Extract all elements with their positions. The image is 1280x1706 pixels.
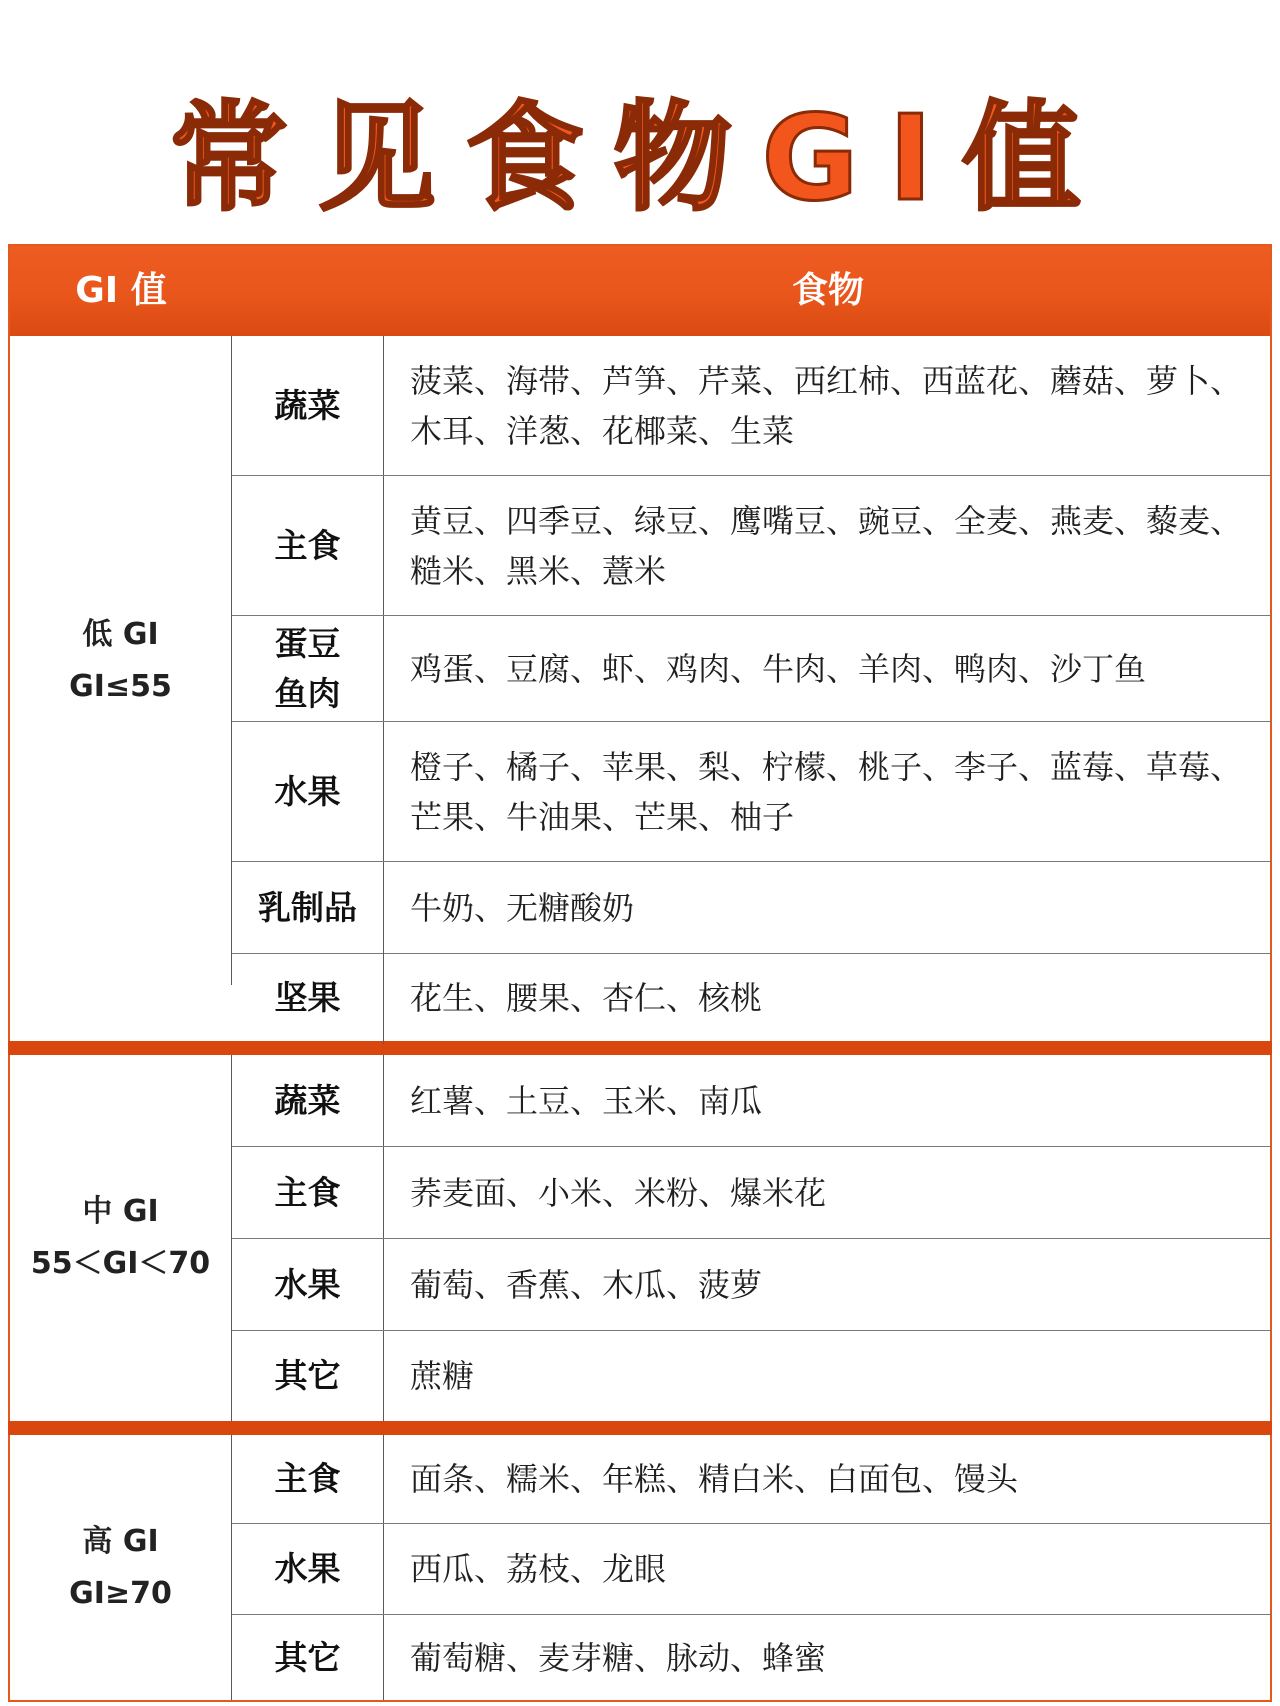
category-cell: 乳制品 [232,862,384,953]
category-cell: 主食 [232,1435,384,1523]
foods-cell [384,1615,1272,1700]
category-cell: 其它 [232,1331,384,1421]
gi-level-cell [10,336,232,985]
foods-text: 橙子、橘子、苹果、梨、柠檬、桃子、李子、蓝莓、草莓、芒果、牛油果、芒果、柚子 [410,747,1243,836]
gi-range-label: GI≥70 [69,1575,172,1611]
foods-cell [384,1331,1272,1421]
category-cell: 水果 [232,722,384,861]
gi-level-label: 中 GI [82,1194,159,1229]
category-cell: 主食 [232,476,384,615]
table-row [232,336,1272,476]
category-cell: 蛋豆鱼肉 [232,616,384,721]
foods-text: 红薯、土豆、玉米、南瓜 [410,1081,763,1120]
gi-level-cell [10,1435,232,1700]
foods-text: 荞麦面、小米、米粉、爆米花 [410,1173,827,1212]
table-row [232,1147,1272,1239]
table-row [232,1524,1272,1615]
gi-level-label: 低 GI [82,616,159,652]
foods-text: 葡萄、香蕉、木瓜、菠萝 [410,1265,763,1304]
foods-cell [384,952,1272,1044]
low-gi-group [10,336,1270,985]
category-cell: 水果 [232,1239,384,1330]
table-row [232,616,1272,722]
gi-range-label: 55＜GI＜70 [30,1246,211,1281]
gi-range-label: GI≤55 [69,668,172,704]
table-header [10,246,1270,336]
foods-cell [384,722,1272,861]
foods-text: 黄豆、四季豆、绿豆、鹰嘴豆、豌豆、全麦、燕麦、藜麦、糙米、黑米、薏米 [410,501,1243,590]
table-row [232,1239,1272,1331]
category-cell: 主食 [232,1147,384,1238]
foods-text: 牛奶、无糖酸奶 [410,888,635,927]
foods-text: 西瓜、荔枝、龙眼 [410,1550,667,1588]
foods-text: 鸡蛋、豆腐、虾、鸡肉、牛肉、羊肉、鸭肉、沙丁鱼 [410,649,1147,688]
table-row [232,722,1272,862]
foods-cell [384,476,1272,615]
foods-text: 菠菜、海带、芦笋、芹菜、西红柿、西蓝花、蘑菇、萝卜、木耳、洋葱、花椰菜、生菜 [410,361,1243,450]
category-cell: 其它 [232,1615,384,1700]
foods-cell [384,616,1272,721]
foods-cell [384,1147,1272,1238]
low-gi-last-row-wrapper [10,952,1270,1044]
table-row [232,1615,1272,1700]
table-row [232,1055,1272,1147]
foods-cell [384,1055,1272,1146]
category-cell: 蔬菜 [232,336,384,475]
table-row [232,1435,1272,1524]
foods-cell [384,862,1272,953]
table-row [232,862,1272,954]
foods-cell [384,336,1272,475]
category-cell: 坚果 [232,952,384,1044]
table-row [232,952,1272,1044]
foods-cell [384,1435,1272,1523]
medium-gi-group [10,1055,1270,1421]
foods-cell [384,1239,1272,1330]
header-gi-column: GI 值 [75,270,167,311]
foods-text: 蔗糖 [410,1357,475,1395]
high-gi-group [10,1435,1270,1700]
group-separator [8,1421,1272,1435]
gi-level-label: 高 GI [82,1523,159,1559]
category-cell: 水果 [232,1524,384,1614]
header-food-column: 食物 [791,270,864,311]
foods-text: 葡萄糖、麦芽糖、脉动、蜂蜜 [410,1638,827,1677]
page-title: 常见食物GI值 [169,89,1111,227]
table-row [232,476,1272,616]
foods-cell [384,1524,1272,1614]
foods-text: 面条、糯米、年糕、精白米、白面包、馒头 [410,1460,1019,1498]
gi-level-cell [10,1055,232,1421]
foods-text: 花生、腰果、杏仁、核桃 [410,979,763,1017]
category-cell: 蔬菜 [232,1055,384,1146]
table-row [232,1331,1272,1421]
